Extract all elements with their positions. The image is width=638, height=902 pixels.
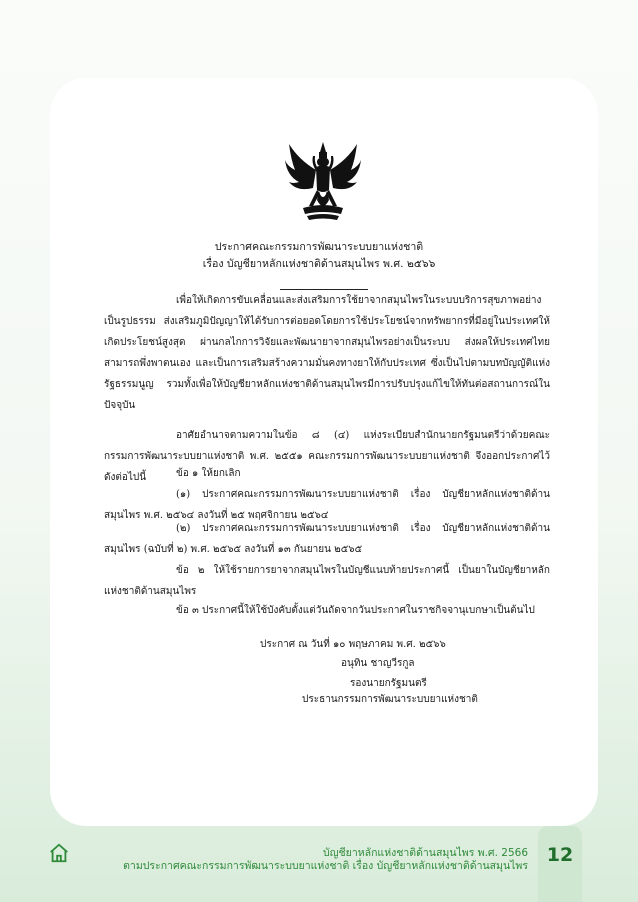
- announcement-subject: เรื่อง บัญชียาหลักแห่งชาติด้านสมุนไพร พ.ศ. ๒๕๖๖: [202, 258, 436, 270]
- home-icon[interactable]: [48, 842, 70, 864]
- paragraph-preamble: เพื่อให้เกิดการขับเคลื่อนและส่งเสริมการใช้ยาจากสมุนไพรในระบบบริการสุขภาพอย่างเป็นรูปธรรม ส่งเสริมภูมิปัญญาให้ได้รับการต่อยอดโดยการใช้ประโยชน์จากทรัพยากรที่มีอยู่ในประเทศให้เกิดประโยชน์สูงสุด ผ่านกลไกการวิจัยและพัฒนายาจากสมุนไพรอย่างเป็นระบบ ส่งผลให้ประเทศไทยสามารถพึ่งพาตนเอง และเป็นการเสริมสร้างความมั่นคงทางยาให้กับประเทศ ซึ่งเป็นไปตามบทบัญญัติแห่งรัฐธรรมนูญ รวมทั้งเพื่อให้บัญชียาหลักแห่งชาติด้านสมุนไพรมีการปรับปรุงแก้ไขให้ทันต่อสถานการณ์ในปัจจุบัน: [104, 295, 550, 411]
- paragraph-authority: อาศัยอำนาจตามความในข้อ ๘ (๔) แห่งระเบียบสำนักนายกรัฐมนตรีว่าด้วยคณะกรรมการพัฒนาระบบยาแห่งชาติ พ.ศ. ๒๕๕๑ คณะกรรมการพัฒนาระบบยาแห่งชาติ จึงออกประกาศไว้ ดังต่อไปนี้: [104, 430, 550, 483]
- announcement-title: ประกาศคณะกรรมการพัฒนาระบบยาแห่งชาติ: [214, 241, 424, 253]
- signatory-name: อนุทิน ชาญวีรกูล: [341, 658, 415, 669]
- clause-1: ข้อ ๑ ให้ยกเลิก: [176, 468, 241, 479]
- page-number: 12: [546, 844, 574, 866]
- footer-book-title: บัญชียาหลักแห่งชาติด้านสมุนไพร พ.ศ. 2566: [322, 847, 528, 859]
- clause-1-item-1: (๑) ประกาศคณะกรรมการพัฒนาระบบยาแห่งชาติ เรื่อง บัญชียาหลักแห่งชาติด้านสมุนไพร พ.ศ. ๒๕๖๔ ลงวันที่ ๒๕ พฤศจิกายน ๒๕๖๔: [104, 489, 550, 521]
- signatory-position: รองนายกรัฐมนตรี: [350, 678, 427, 689]
- clause-2: ข้อ ๒ ให้ใช้รายการยาจากสมุนไพรในบัญชีแนบท้ายประกาศนี้ เป็นยาในบัญชียาหลักแห่งชาติด้านสมุนไพร: [104, 565, 550, 597]
- footer-book-subtitle: ตามประกาศคณะกรรมการพัฒนาระบบยาแห่งชาติ เรื่อง บัญชียาหลักแห่งชาติด้านสมุนไพร: [123, 860, 528, 872]
- signatory-committee-role: ประธานกรรมการพัฒนาระบบยาแห่งชาติ: [302, 694, 478, 705]
- clause-1-item-2: (๒) ประกาศคณะกรรมการพัฒนาระบบยาแห่งชาติ เรื่อง บัญชียาหลักแห่งชาติด้านสมุนไพร (ฉบับที่ ๒) พ.ศ. ๒๕๖๕ ลงวันที่ ๑๓ กันยายน ๒๕๖๕: [104, 523, 550, 555]
- garuda-emblem: [283, 140, 363, 226]
- clause-3: ข้อ ๓ ประกาศนี้ให้ใช้บังคับตั้งแต่วันถัดจากวันประกาศในราชกิจจานุเบกษาเป็นต้นไป: [176, 605, 535, 616]
- announcement-date: ประกาศ ณ วันที่ ๑๐ พฤษภาคม พ.ศ. ๒๕๖๖: [260, 639, 446, 650]
